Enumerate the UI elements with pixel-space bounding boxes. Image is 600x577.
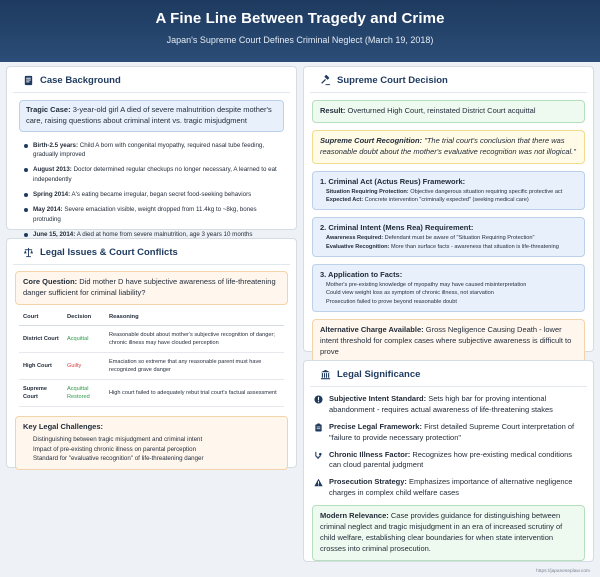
court-decision: Guilty: [63, 352, 105, 379]
page-subtitle: Japan's Supreme Court Defines Criminal Neglect (March 19, 2018): [166, 35, 434, 45]
significance-label: Chronic Illness Factor:: [329, 449, 411, 459]
court-table-wrapper: [19, 309, 284, 408]
alternative-charge-box: [312, 319, 585, 364]
timeline-text: Severe emaciation visible, weight dropped from 11.4kg to ~8kg, bones protruding: [33, 206, 257, 223]
actus-reus-box: [312, 171, 585, 211]
case-background-title: Case Background: [40, 75, 121, 86]
section-line: Prosecution failed to prove beyond reasonable doubt: [326, 298, 457, 305]
timeline-date: August 2013:: [33, 166, 72, 174]
decision-title: Supreme Court Decision: [337, 75, 448, 86]
section-title: 3. Application to Facts:: [320, 269, 403, 279]
significance-label: Subjective Intent Standard:: [329, 394, 427, 403]
application-facts-box: [312, 264, 585, 312]
timeline-date: Spring 2014:: [33, 190, 71, 198]
mens-rea-box: [312, 217, 585, 257]
exclamation-circle-icon: [314, 395, 323, 404]
timeline-date: Birth-2.5 years:: [33, 141, 79, 149]
legal-issues-title: Legal Issues & Court Conflicts: [40, 247, 178, 258]
table-row: [19, 380, 284, 407]
case-timeline: [23, 141, 282, 239]
modern-relevance-box: [312, 505, 585, 561]
section-line: Mother's pre-existing knowledge of myopathy may have caused misinterpretation: [326, 281, 527, 288]
document-icon: [23, 75, 34, 86]
court-name: District Court: [19, 325, 63, 352]
court-reasoning: High court failed to adequately rebut trial court's factual assessment: [105, 380, 284, 407]
section-line: Awareness Required: Defendant must be aware of "Situation Requiring Protection": [326, 235, 535, 242]
significance-text: Recognizes how pre-existing medical conditions can cloud parental judgment: [329, 449, 573, 470]
case-background-header: [13, 67, 290, 93]
timeline-text: A's eating became irregular, began secret food-seeking behaviors: [71, 190, 252, 198]
core-question-label: Core Question:: [23, 277, 78, 286]
decision-header: [310, 67, 587, 93]
table-row: [19, 352, 284, 379]
section-line: Could view weight loss as symptom of chronic illness, not starvation: [326, 290, 494, 297]
timeline-text: Child A born with congenital myopathy, required nasal tube feeding, gradually improved: [33, 141, 265, 159]
alternative-charge-label: Alternative Charge Available:: [320, 324, 424, 334]
significance-item: [314, 450, 583, 472]
significance-item: [314, 394, 583, 416]
warning-triangle-icon: [314, 478, 323, 487]
table-header: Court: [19, 309, 63, 326]
page-header: [0, 0, 600, 62]
significance-item: [314, 422, 583, 444]
key-challenges-title: Key Legal Challenges:: [23, 422, 104, 432]
significance-label: Precise Legal Framework:: [329, 421, 422, 431]
significance-list: [314, 394, 583, 499]
timeline-item: [23, 205, 282, 224]
recognition-label: Supreme Court Recognition:: [320, 135, 423, 145]
significance-header: [310, 361, 587, 387]
case-background-card: [6, 66, 297, 238]
table-header: Decision: [63, 309, 105, 326]
legal-issues-card: [6, 238, 297, 468]
court-decision: Acquittal Restored: [63, 380, 105, 407]
key-challenges-box: [15, 416, 288, 470]
timeline-date: June 15, 2014:: [33, 230, 76, 238]
gavel-icon: [320, 75, 331, 86]
court-name: High Court: [19, 352, 63, 379]
timeline-text: Doctor determined regular checkups no longer necessary, A learned to eat independently: [33, 166, 277, 183]
timeline-item: [23, 190, 282, 199]
legal-issues-header: [13, 239, 290, 265]
table-row: [19, 325, 284, 352]
tragic-case-label: Tragic Case:: [26, 105, 71, 114]
timeline-date: May 2014:: [33, 206, 63, 214]
alternative-charge-text: Gross Negligence Causing Death - lower intent threshold for complex cases where subjective awareness is difficult to prove: [320, 324, 572, 356]
section-title: 1. Criminal Act (Actus Reus) Framework:: [320, 176, 466, 186]
page-title: A Fine Line Between Tragedy and Crime: [155, 10, 445, 27]
significance-text: First detailed Supreme Court interpretation of "failure to provide necessary protection": [329, 421, 575, 442]
modern-relevance-text: Case provides guidance for distinguishing between criminal neglect and tragic misjudgment in an era of increased scrutiny of child welfare, establishing clear boundaries for when state intervention crosses into criminal prosecution.: [320, 511, 563, 553]
significance-text: Sets high bar for proving intentional abandonment - requires actual awareness of life-threatening stakes: [329, 394, 553, 414]
legal-significance-card: [303, 360, 594, 562]
challenge-item: Distinguishing between tragic misjudgment and criminal intent: [33, 436, 203, 444]
challenge-item: Impact of pre-existing chronic illness on parental perception: [33, 445, 197, 453]
court-name: Supreme Court: [19, 380, 63, 407]
stethoscope-icon: [314, 451, 323, 460]
supreme-court-decision-card: [303, 66, 594, 356]
section-line: Situation Requiring Protection: Objective dangerous situation requiring specific protective act: [326, 188, 563, 195]
court-decision: Acquittal: [63, 325, 105, 352]
section-title: 2. Criminal Intent (Mens Rea) Requirement:: [320, 223, 474, 233]
significance-label: Prosecution Strategy:: [329, 477, 407, 487]
timeline-item: [23, 141, 282, 160]
modern-relevance-label: Modern Relevance:: [320, 511, 389, 520]
tragic-case-text: 3-year-old girl A died of severe malnutrition despite mother's care, raising questions about criminal intent vs. tragic misjudgment: [26, 105, 272, 125]
table-header: Reasoning: [105, 309, 284, 326]
scales-icon: [23, 247, 34, 258]
result-box: [312, 100, 585, 123]
core-question-text: Did mother D have subjective awareness of life-threatening danger sufficient for criminal liability?: [23, 277, 276, 297]
court-reasoning: Emaciation so extreme that any reasonable parent must have recognized grave danger: [105, 352, 284, 379]
clipboard-icon: [314, 423, 323, 432]
court-table: [19, 309, 284, 408]
challenge-item: Standard for "evaluative recognition" of life-threatening danger: [33, 454, 204, 462]
footer-url[interactable]: https://japaneseplaw.com: [536, 569, 590, 574]
court-reasoning: Reasonable doubt about mother's subjective recognition of danger; chronic illness may have clouded perception: [105, 325, 284, 352]
tragic-case-box: [19, 100, 284, 132]
section-line: Evaluative Recognition: More than surface facts - awareness that situation is life-threatening: [326, 243, 559, 250]
significance-text: Emphasizes importance of alternative negligence charges in complex child welfare cases: [329, 477, 573, 498]
significance-title: Legal Significance: [337, 369, 421, 380]
timeline-text: A died at home from severe malnutrition, age 3 years 10 months: [76, 230, 253, 238]
core-question-box: [15, 271, 288, 305]
section-line: Expected Act: Concrete intervention "criminally expected" (seeking medical care): [326, 196, 529, 203]
result-label: Result:: [320, 106, 346, 115]
table-header-row: [19, 309, 284, 326]
significance-item: [314, 477, 583, 499]
recognition-box: [312, 130, 585, 164]
recognition-text: "The trial court's conclusion that there was reasonable doubt about the mother's evaluative recognition was not illogical.": [320, 135, 576, 156]
result-text: Overturned High Court, reinstated District Court acquittal: [347, 106, 536, 115]
institution-icon: [320, 369, 331, 380]
timeline-item: [23, 165, 282, 184]
